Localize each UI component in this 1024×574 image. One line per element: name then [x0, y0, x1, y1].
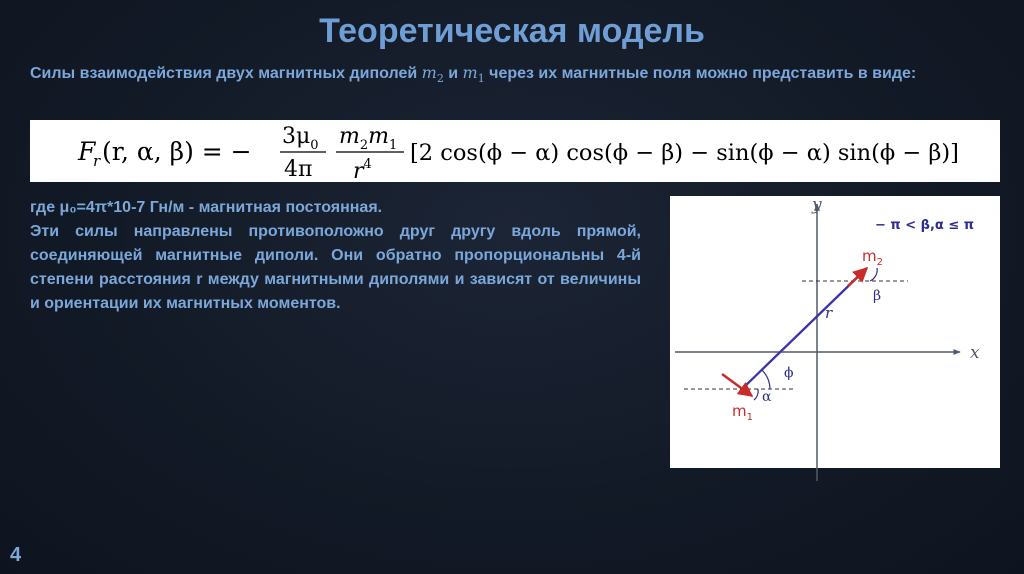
force-description: Эти силы направлены противоположно друг другу вдоль прямой, соединяющей магнитные диполи. Они обратно пропорциональны 4-й степени расстояния r между магнитными диполями и зависят от величины и ориентации их магнитных моментов.	[30, 223, 641, 312]
formula-lhs-sub: r	[93, 152, 101, 170]
body-text	[30, 196, 641, 316]
r-label: r	[825, 304, 833, 322]
formula-lhs-args: (r, α, β) = −	[102, 137, 252, 166]
intro-text-after: через их магнитные поля можно представить в виде:	[484, 65, 917, 82]
intro-and-word: и	[443, 65, 463, 82]
dipole-diagram	[670, 196, 1000, 468]
m2-arrow	[848, 268, 867, 286]
m2-label: $m_2$	[862, 247, 883, 268]
formula-coef-num: $3\mu_0$	[282, 124, 319, 153]
formula-frac2-den: $r^4$	[353, 157, 372, 182]
intro-m1-symbol: $m_1$	[462, 63, 485, 86]
formula-coef-den: 4π	[284, 157, 313, 182]
intro-text	[30, 62, 1000, 90]
mu0-definition: где μ₀=4π*10-7 Гн/м - магнитная постоянная.	[30, 199, 383, 216]
angle-range-label: − π < β,α ≤ π	[875, 218, 975, 233]
dipole-diagram-svg	[670, 196, 1024, 496]
intro-text-before: Силы взаимодействия двух магнитных диполей	[30, 65, 422, 82]
phi-arc	[762, 370, 770, 389]
beta-arc	[870, 268, 877, 281]
m1-label: $m_1$	[732, 402, 753, 423]
alpha-label: α	[762, 389, 772, 405]
formula-frac2-num: $m_2m_1$	[339, 124, 398, 153]
page-number: 4	[10, 544, 22, 566]
alpha-arc	[754, 389, 758, 400]
formula-lhs-f: F	[78, 137, 96, 166]
y-axis-label: y	[812, 195, 822, 215]
slide-title: Теоретическая модель	[319, 12, 705, 50]
beta-label: β	[873, 288, 882, 304]
phi-label: ϕ	[784, 365, 794, 381]
x-axis-label: x	[970, 343, 980, 363]
formula-svg	[30, 120, 1000, 182]
intro-m2-symbol: $m_2$	[421, 63, 444, 86]
formula-bracket: [2 cos(ϕ − α) cos(ϕ − β) − sin(ϕ − α) sin(ϕ − β)]	[410, 140, 959, 166]
formula-box	[30, 120, 1000, 182]
